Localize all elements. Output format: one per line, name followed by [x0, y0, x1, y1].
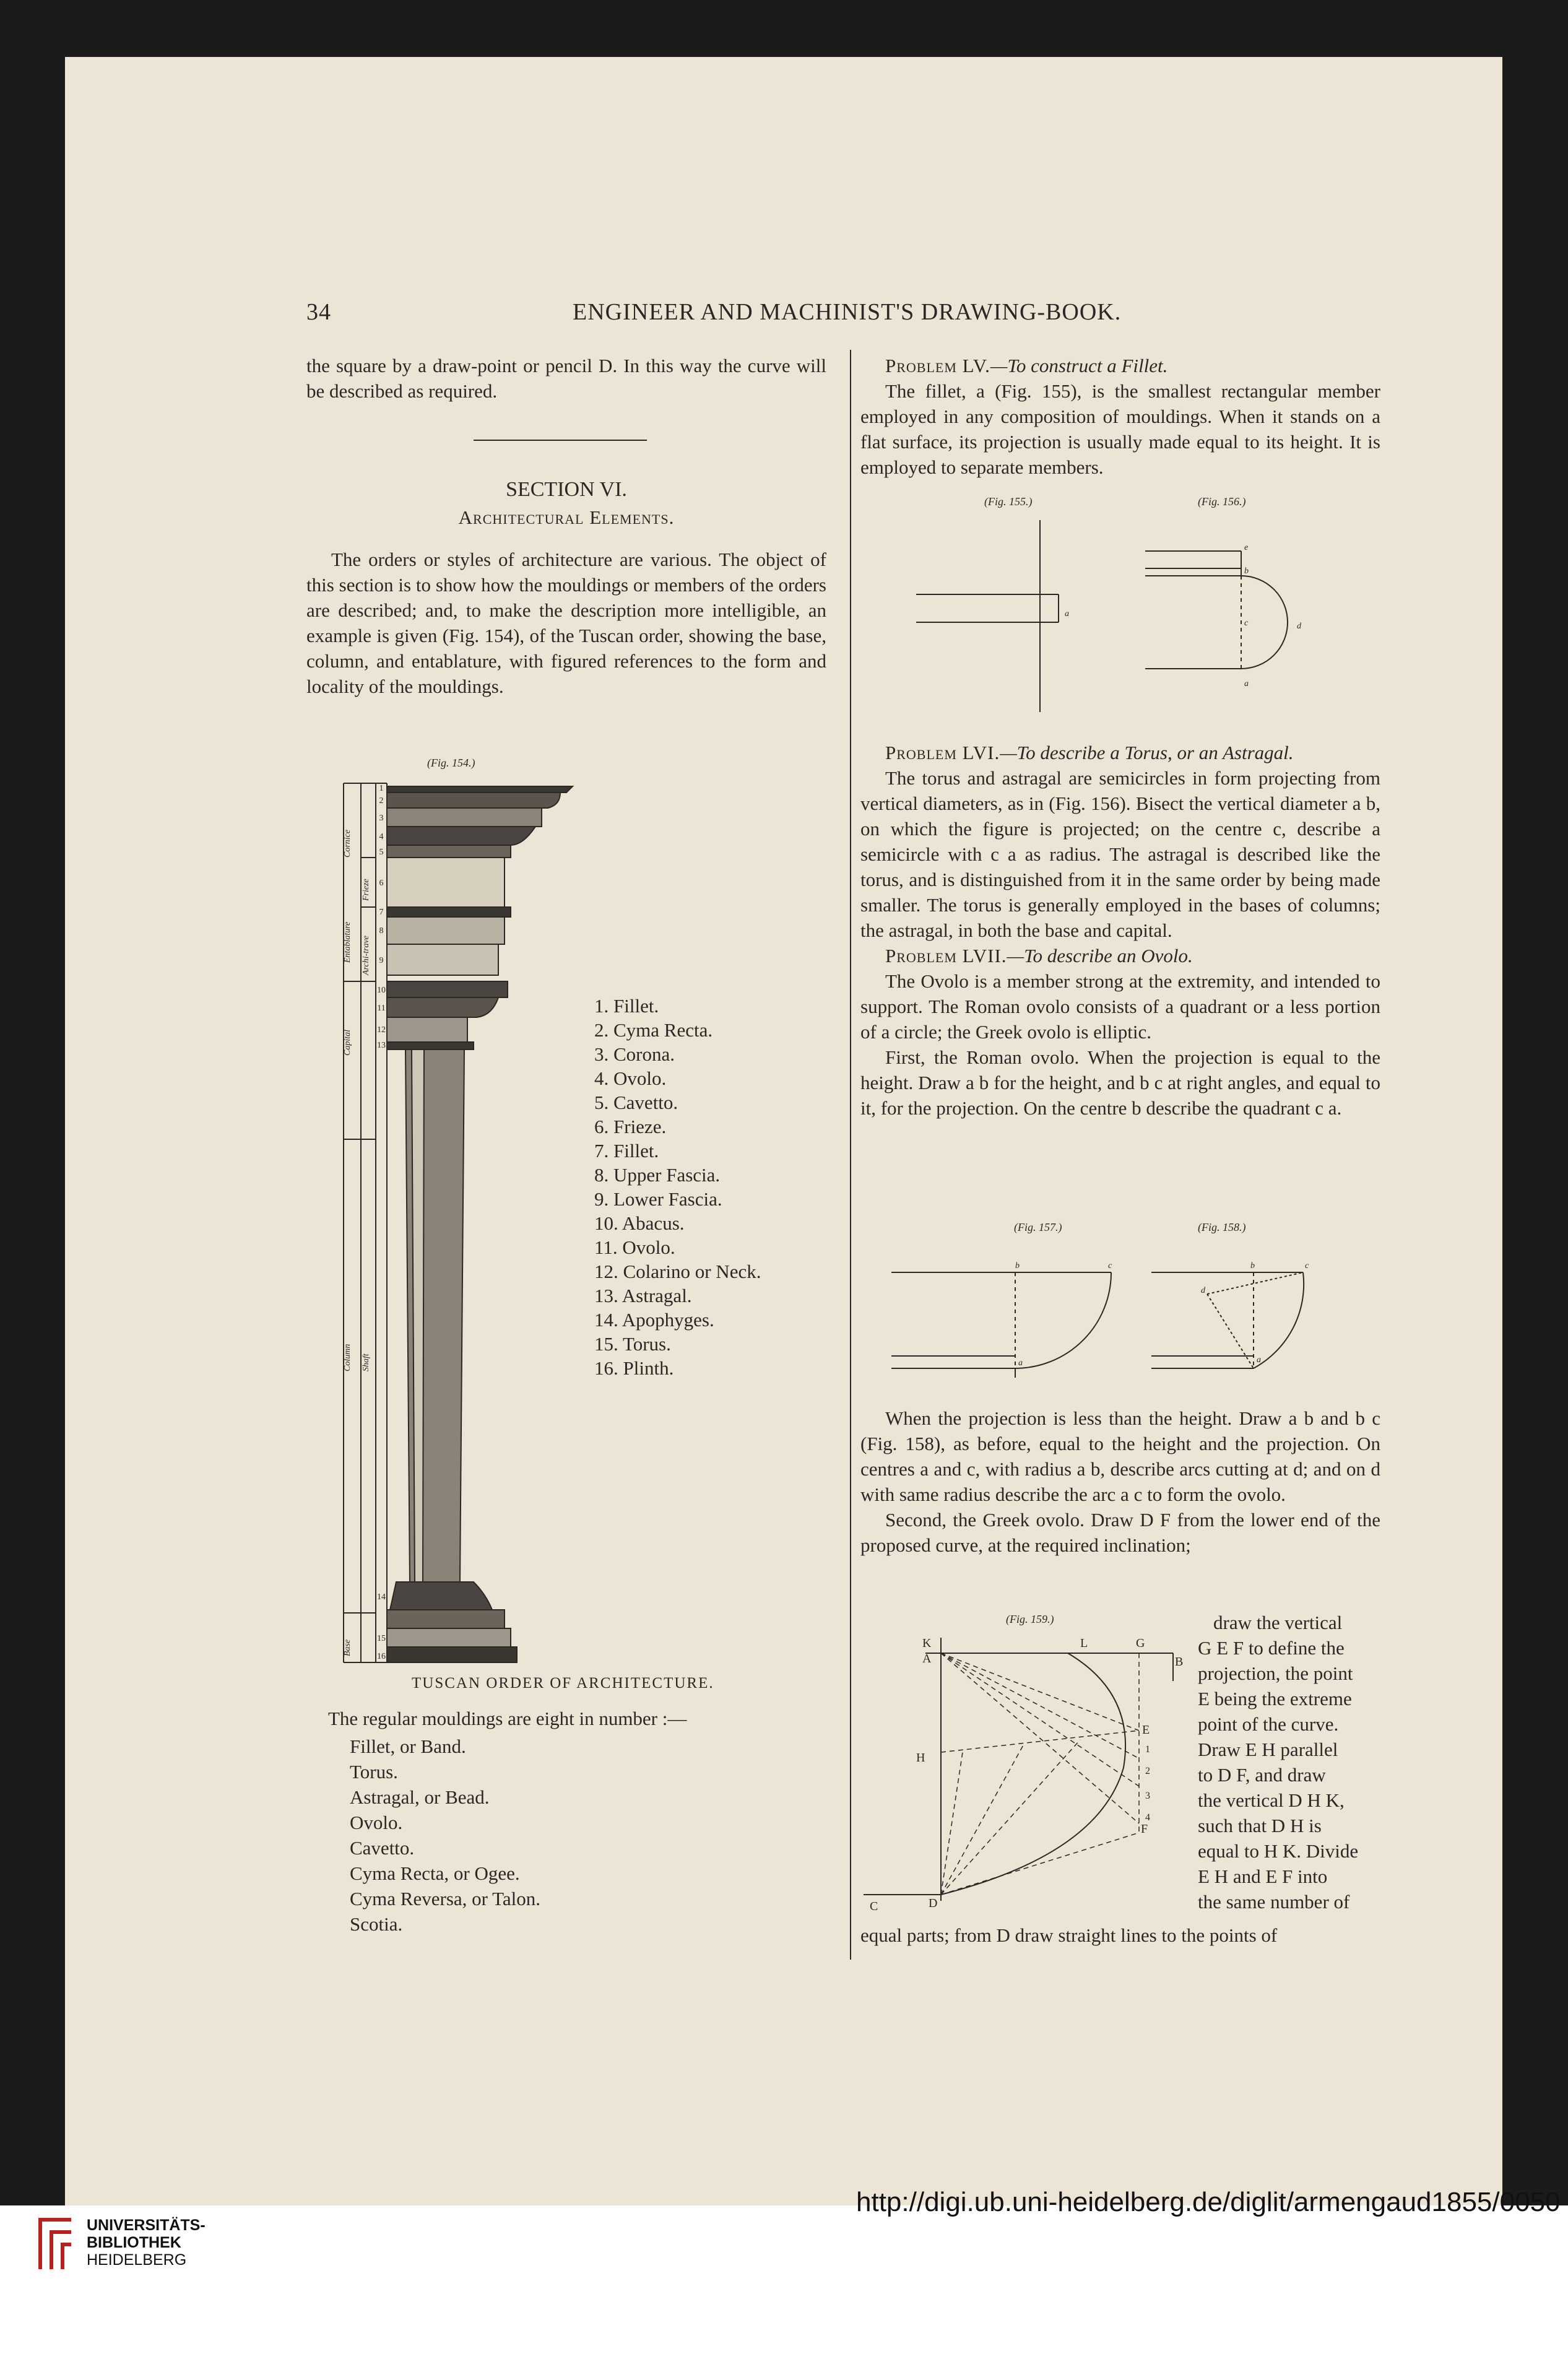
list-item: 16. Plinth.	[594, 1357, 674, 1379]
svg-text:d: d	[1201, 1286, 1205, 1295]
fig154-label: (Fig. 154.)	[427, 757, 475, 769]
wrap-line: projection, the point	[1198, 1662, 1353, 1684]
fig155-label: (Fig. 155.)	[984, 495, 1033, 508]
svg-text:4: 4	[1145, 1812, 1150, 1823]
wrap-line: point of the curve.	[1198, 1713, 1339, 1735]
list-item: 3. Corona.	[594, 1043, 675, 1065]
tuscan-order-diagram	[337, 777, 585, 1672]
svg-text:F: F	[1141, 1822, 1148, 1836]
num-12: 12	[377, 1025, 386, 1035]
svg-text:b: b	[1250, 1261, 1255, 1271]
problem-57-title: —To describe an Ovolo.	[1007, 945, 1193, 967]
svg-text:3: 3	[1145, 1791, 1150, 1801]
wrap-line: the vertical D H K,	[1198, 1789, 1345, 1811]
label-capital: Capital	[343, 1029, 352, 1056]
wrap-line: Draw E H parallel	[1198, 1739, 1338, 1760]
list-item: Cyma Recta, or Ogee.	[350, 1862, 520, 1884]
ovolo-paragraphs	[860, 1405, 1380, 1558]
library-footer	[0, 2205, 1568, 2372]
problem-55-head: Problem LV.	[885, 355, 990, 376]
list-item: Torus.	[350, 1761, 398, 1783]
fig158-label: (Fig. 158.)	[1198, 1221, 1246, 1233]
num-11: 11	[377, 1004, 386, 1013]
list-item: 6. Frieze.	[594, 1116, 667, 1137]
list-item: 1. Fillet.	[594, 995, 659, 1017]
svg-text:b: b	[1244, 567, 1249, 576]
num-10: 10	[377, 986, 386, 995]
logo-line: HEIDELBERG	[87, 2251, 187, 2269]
num-6: 6	[379, 879, 384, 888]
list-item: 15. Torus.	[594, 1333, 671, 1355]
list-item: 10. Abacus.	[594, 1212, 685, 1234]
left-intro-paragraph: the square by a draw-point or pencil D. In this way the curve will be described as required.	[306, 355, 826, 402]
svg-text:c: c	[1244, 619, 1249, 628]
problem-55-body: The fillet, a (Fig. 155), is the smallest rectangular member employed in any composition of mouldings. When it stands on a flat surface, its projection is usually made equal to its height. It is employed to separate members.	[860, 380, 1380, 478]
svg-text:a: a	[1244, 679, 1249, 689]
num-14: 14	[377, 1592, 386, 1602]
less-projection-paragraph: When the projection is less than the height. Draw a b and b c (Fig. 158), as before, equal to the height and the projection. On centres a and c, with radius a b, describe arcs cutting at d; and on d with same radius describe the arc a c to form the ovolo.	[860, 1407, 1380, 1505]
num-4: 4	[379, 832, 384, 841]
svg-text:H: H	[916, 1751, 925, 1765]
section-rule	[474, 440, 647, 441]
problem-56-title: —To describe a Torus, or an Astragal.	[1000, 742, 1294, 763]
num-2: 2	[379, 796, 384, 806]
svg-text:1: 1	[1145, 1744, 1150, 1755]
list-item: Cyma Reversa, or Talon.	[350, 1888, 541, 1909]
num-5: 5	[379, 848, 384, 857]
label-frieze: Frieze	[362, 879, 371, 901]
library-logo-icon	[34, 2217, 77, 2272]
problem-57-body2: First, the Roman ovolo. When the projection is equal to the height. Draw a b for the height, and b c at right angles, and equal to it, for the projection. On the centre b describe the quadrant c a.	[860, 1046, 1380, 1119]
num-8: 8	[379, 926, 384, 936]
problem-56	[860, 740, 1380, 1121]
svg-text:e: e	[1244, 543, 1249, 552]
problem-55-title: —To construct a Fillet.	[990, 355, 1168, 376]
logo-line: UNIVERSITÄTS-	[87, 2217, 206, 2234]
num-1: 1	[379, 784, 384, 793]
problem-56-body: The torus and astragal are semicircles in form projecting from vertical diameters, as in (Fig. 156). Bisect the vertical diameter a b, on which the figure is projected; on the centre c, describe a semicircle with c a as radius. The astragal is described like the torus, and is distinguished from it in the same order by being made smaller. The torus is generally employed in the bases of columns; the astragal, in both the base and capital.	[860, 767, 1380, 941]
page-number: 34	[306, 299, 331, 325]
wrap-line: equal to H K. Divide	[1198, 1840, 1359, 1862]
list-item: 2. Cyma Recta.	[594, 1019, 713, 1041]
list-item: 11. Ovolo.	[594, 1236, 675, 1258]
num-3: 3	[379, 814, 384, 823]
section-title: SECTION VI.	[506, 478, 627, 501]
logo-line: BIBLIOTHEK	[87, 2234, 181, 2251]
svg-text:2: 2	[1145, 1766, 1150, 1776]
greek-ovolo-paragraph: Second, the Greek ovolo. Draw D F from the lower end of the proposed curve, at the required inclination;	[860, 1509, 1380, 1556]
list-item: 9. Lower Fascia.	[594, 1188, 722, 1210]
svg-text:L: L	[1080, 1636, 1088, 1650]
figure-caption: TUSCAN ORDER OF ARCHITECTURE.	[412, 1675, 714, 1692]
problem-57-body1: The Ovolo is a member strong at the extremity, and intended to support. The Roman ovolo consists of a quadrant or a less portion of a circle; the Greek ovolo is elliptic.	[860, 970, 1380, 1043]
library-logo-text	[87, 2217, 206, 2269]
num-16: 16	[377, 1652, 386, 1661]
list-item: 4. Ovolo.	[594, 1067, 667, 1089]
orders-paragraph: The orders or styles of architecture are various. The object of this section is to show how the mouldings or members of the orders are described; and, to make the description more intelligible, an example is given (Fig. 154), of the Tuscan order, showing the base, column, and entablature, with figured references to the form and locality of the mouldings.	[306, 549, 826, 697]
svg-text:A: A	[922, 1652, 932, 1666]
list-item: 13. Astragal.	[594, 1285, 692, 1306]
wrap-line: E H and E F into	[1198, 1866, 1328, 1887]
wrap-line: G E F to define the	[1198, 1637, 1345, 1659]
last-line: equal parts; from D draw straight lines to the points of	[860, 1924, 1278, 1946]
column-divider	[850, 350, 851, 1960]
wrap-line: such that D H is	[1198, 1815, 1322, 1836]
list-item: 8. Upper Fascia.	[594, 1164, 721, 1186]
list-item: 5. Cavetto.	[594, 1092, 678, 1113]
regular-mouldings-list	[350, 1734, 540, 1937]
section-subtitle: Architectural Elements.	[458, 506, 675, 528]
label-architrave: Archi-trave	[362, 935, 371, 975]
svg-text:C: C	[870, 1900, 878, 1910]
list-item: 14. Apophyges.	[594, 1309, 714, 1331]
num-9: 9	[379, 956, 384, 965]
svg-text:E: E	[1142, 1723, 1150, 1737]
svg-text:d: d	[1297, 622, 1301, 631]
list-item: Astragal, or Bead.	[350, 1786, 490, 1808]
list-item: Scotia.	[350, 1913, 403, 1935]
running-title: ENGINEER AND MACHINIST'S DRAWING-BOOK.	[573, 299, 1122, 325]
fig156-label: (Fig. 156.)	[1198, 495, 1246, 508]
svg-text:G: G	[1136, 1636, 1145, 1650]
problem-57-head: Problem LVII.	[885, 945, 1007, 967]
svg-text:a: a	[1257, 1355, 1261, 1365]
wrap-line: to D F, and draw	[1198, 1764, 1326, 1786]
svg-text:a: a	[1065, 609, 1069, 619]
wrap-line: draw the vertical	[1213, 1612, 1343, 1633]
svg-text:K: K	[922, 1636, 932, 1650]
label-entablature: Entablature	[343, 921, 352, 963]
list-item: Fillet, or Band.	[350, 1736, 466, 1757]
label-base: Base	[343, 1639, 352, 1656]
wrap-line: E being the extreme	[1198, 1688, 1352, 1709]
fig157-158-diagram	[891, 1245, 1337, 1387]
label-column: Column	[343, 1344, 352, 1371]
source-url-link[interactable]: http://digi.ub.uni-heidelberg.de/diglit/armengaud1855/0050	[856, 2187, 1561, 2217]
num-15: 15	[377, 1634, 386, 1643]
problem-55	[860, 353, 1380, 480]
fig157-label: (Fig. 157.)	[1014, 1221, 1062, 1233]
wrap-line: the same number of	[1198, 1891, 1350, 1913]
fig155-156-diagram	[916, 514, 1349, 718]
list-item: Cavetto.	[350, 1837, 415, 1859]
problem-56-head: Problem LVI.	[885, 742, 1000, 763]
svg-text:c: c	[1305, 1261, 1309, 1271]
svg-text:a: a	[1018, 1358, 1023, 1368]
mouldings-list	[594, 994, 761, 1380]
svg-text:B: B	[1175, 1655, 1184, 1669]
list-item: 12. Colarino or Neck.	[594, 1261, 761, 1282]
svg-text:c: c	[1108, 1261, 1112, 1271]
list-item: Ovolo.	[350, 1812, 403, 1833]
num-13: 13	[377, 1041, 386, 1050]
svg-text:b: b	[1015, 1261, 1020, 1271]
list-item: 7. Fillet.	[594, 1140, 659, 1162]
fig159-label: (Fig. 159.)	[1006, 1613, 1054, 1625]
svg-text:D: D	[929, 1896, 938, 1910]
fig159-diagram	[864, 1619, 1185, 1910]
num-7: 7	[379, 908, 384, 917]
label-shaft: Shaft	[362, 1353, 371, 1371]
regular-intro: The regular mouldings are eight in number :—	[328, 1708, 687, 1729]
wrapped-text	[1198, 1610, 1380, 1914]
label-cornice: Cornice	[343, 829, 352, 858]
